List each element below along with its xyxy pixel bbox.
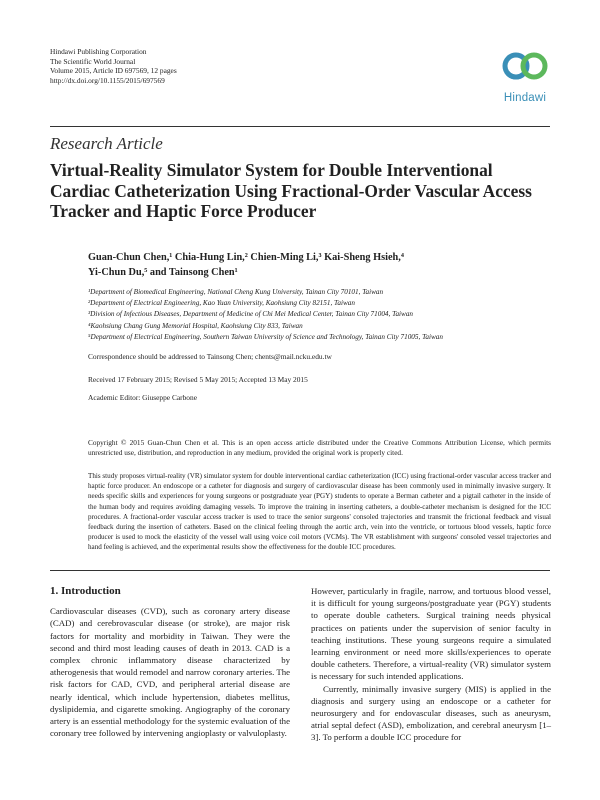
- affiliations: [88, 287, 568, 343]
- paragraph: Cardiovascular diseases (CVD), such as coronary artery disease (CAD) and cerebrovascular disease (or stroke), are major risk factors for mortality and morbidity in Taiwan. They were the second and third most leading causes of death in 2013. CAD is a complex chronic inflammatory disease characterized by atherogenesis that would remodel and narrow coronary arteries. The risk factors for CAD, CVD, and peripheral arterial disease are nearly identical, which include hypertension, diabetes mellitus, dyslipidemia, and cigarette smoking. Angiography of the coronary artery is an essential methodology for the systemic evaluation of the coronary tree followed by intervening angioplasty or valvuloplasty.: [50, 606, 290, 739]
- affiliation: ³Division of Infectious Diseases, Department of Medicine of Chi Mei Medical Center, Tainan City 71004, Taiwan: [88, 310, 414, 319]
- author-list: [88, 250, 558, 280]
- authors-line: Guan-Chun Chen,¹ Chia-Hung Lin,² Chien-Ming Li,³ Kai-Sheng Hsieh,⁴: [88, 252, 404, 263]
- affiliation: ¹Department of Biomedical Engineering, National Cheng Kung University, Tainan City 70101, Taiwan: [88, 288, 384, 296]
- body-column-right: [311, 585, 551, 744]
- volume-info: Volume 2015, Article ID 697569, 12 pages: [50, 66, 177, 76]
- publisher-name: Hindawi Publishing Corporation: [50, 47, 147, 56]
- body-column-left: [50, 585, 290, 739]
- correspondence: Correspondence should be addressed to Tainsong Chen; chents@mail.ncku.edu.tw: [88, 352, 332, 361]
- paragraph: Currently, minimally invasive surgery (MIS) is applied in the diagnosis and surgery using an endoscope or a catheter for neurosurgery and for endovascular diseases, such as aneurysm, atrial septal defect (ASD), embolization, and cerebral aneurysm [1–3]. To perform a double ICC procedure for: [311, 683, 551, 743]
- academic-editor: Academic Editor: Giuseppe Carbone: [88, 393, 197, 402]
- doi-link[interactable]: http://dx.doi.org/10.1155/2015/697569: [50, 75, 165, 85]
- article-title: [50, 160, 570, 222]
- article-dates: Received 17 February 2015; Revised 5 May 2015; Accepted 13 May 2015: [88, 375, 308, 384]
- affiliation: ²Department of Electrical Engineering, Kao Yuan University, Kaohsiung City 82151, Taiwan: [88, 299, 355, 308]
- journal-name: The Scientific World Journal: [50, 56, 136, 66]
- title-line: Cardiac Catheterization Using Fractional-Order Vascular Access: [50, 180, 532, 201]
- article-category: Research Article: [50, 134, 163, 153]
- affiliation: ⁵Department of Electrical Engineering, Southern Taiwan University of Science and Technology, Tainan City 71005, Taiwan: [88, 332, 443, 341]
- hindawi-wordmark: Hindawi: [503, 92, 547, 104]
- abstract-divider: [50, 570, 550, 571]
- journal-header: [50, 47, 177, 85]
- section-heading: 1. Introduction: [50, 585, 121, 597]
- authors-line: Yi-Chun Du,⁵ and Tainsong Chen¹: [88, 267, 238, 278]
- header-divider: [50, 126, 550, 127]
- title-line: Virtual-Reality Simulator System for Double Interventional: [50, 160, 493, 180]
- abstract: This study proposes virtual-reality (VR) simulator system for double interventional cardiac catheterization (ICC) using fractional-order vascular access tracker and haptic force producer. An endoscope or a catheter for diagnosis and surgery of cardiovascular disease has been commonly used in minimally invasive surgery. It needs specific skills and experiences for young surgeons or postgraduate year (PGY) students to operate a Berman catheter and a pigtail catheter in the inside of the human body and requires avoiding damaging vessels. To improve the training in inserting catheters, a double-catheter mechanism is designed for the ICC procedures. A fractional-order vascular access tracker is used to trace the senior surgeons' consoled trajectories and transmit the frictional feedback and visual feedback during the insertion of catheters. Based on the clinical feeling through the aortic arch, vein into the ventricle, or tortuous blood vessels, haptic force producer is used to mock the elasticity of the vessel wall using voice coil motors (VCMs). The VR establishment with surgeons' consoled vessel trajectories and hand feeling is achieved, and the experimental results show the effectiveness for the double ICC procedures.: [88, 472, 551, 552]
- copyright-notice: Copyright © 2015 Guan-Chun Chen et al. This is an open access article distributed under the Creative Commons Attribution License, which permits unrestricted use, distribution, and reproduction in any medium, provided the original work is properly cited.: [88, 438, 551, 458]
- paragraph: However, particularly in fragile, narrow, and tortuous blood vessel, it is difficult for young surgeons/postgraduate year (PGY) students to operate double catheters. Surgical training needs physical practices on patients under the supervision of senior faculty in teaching institutions. These young surgeons require a simulated learning environment or need more skills/experiences to operate double catheters. Therefore, a virtual-reality (VR) simulator system is necessary for such intended applications.: [311, 586, 551, 682]
- affiliation: ⁴Kaohsiung Chang Gung Memorial Hospital, Kaohsiung City 833, Taiwan: [88, 321, 303, 330]
- title-line: Tracker and Haptic Force Producer: [50, 201, 317, 221]
